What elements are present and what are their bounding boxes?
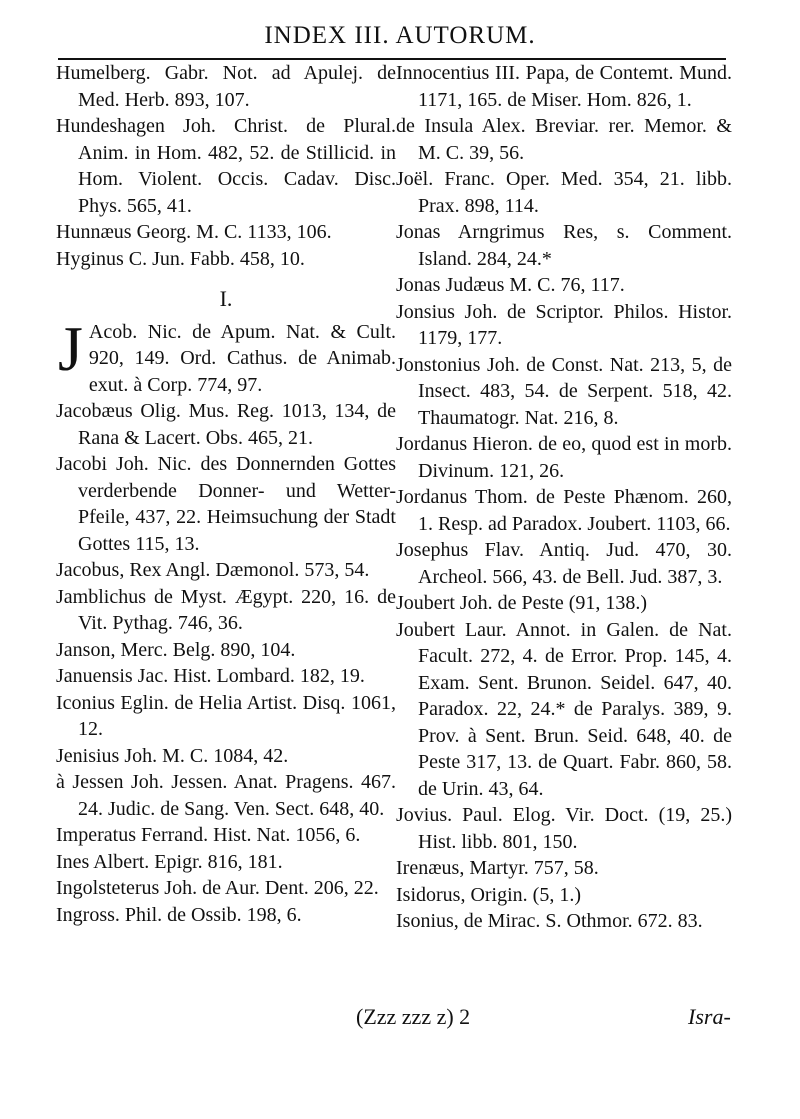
signature-mark: (Zzz zzz z) 2	[356, 1004, 471, 1029]
index-entry: Jacobus, Rex Angl. Dæmonol. 573, 54.	[56, 559, 370, 581]
index-entry: Januensis Jac. Hist. Lombard. 182, 19.	[56, 665, 365, 687]
entry-text: Acob. Nic. de Apum. Nat. & Cult. 920, 149. Ord. Cathus. de Animab. exut. à Corp. 774, 97.	[88, 320, 396, 396]
index-entry: Hunnæus Georg. M. C. 1133, 106.	[56, 221, 332, 243]
index-entry: Jonas Judæus M. C. 76, 117.	[396, 274, 625, 296]
index-entry: Jovius. Paul. Elog. Vir. Doct. (19, 25.) Hist. libb. 801, 150.	[396, 804, 732, 853]
index-entry: Imperatus Ferrand. Hist. Nat. 1056, 6.	[56, 824, 361, 846]
index-entry: Janson, Merc. Belg. 890, 104.	[56, 638, 296, 661]
page-header: INDEX III. AUTORUM.	[264, 22, 536, 49]
index-entry: Jamblichus de Myst. Ægypt. 220, 16. de Vit. Pythag. 746, 36.	[56, 585, 396, 634]
index-entry: Joubert Laur. Annot. in Galen. de Nat. Facult. 272, 4. de Error. Prop. 145, 4. Exam. Sent. Brunon. Seidel. 647, 40. Paradox. 22, 24.* de Paralys. 389, 9. Prov. à Sent. Brun. Seid. 648, 40. de Peste 317, 13. de Quart. Fabr. 860, 58. de Urin. 43, 64.	[396, 618, 732, 800]
index-entry: Josephus Flav. Antiq. Jud. 470, 30. Archeol. 566, 43. de Bell. Jud. 387, 3.	[396, 539, 732, 588]
index-entry: Ines Albert. Epigr. 816, 181.	[56, 850, 283, 873]
index-entry: Joubert Joh. de Peste (91, 138.)	[396, 592, 648, 614]
index-entry: à Jessen Joh. Jessen. Anat. Pragens. 467. 24. Judic. de Sang. Ven. Sect. 648, 40.	[56, 771, 396, 820]
index-entry: Ingross. Phil. de Ossib. 198, 6.	[56, 903, 302, 926]
catchword: Isra-	[688, 1004, 731, 1029]
index-entry: Jacobi Joh. Nic. des Donnernden Gottes verderbende Donner- und Wetter-Pfeile, 437, 22. Heimsuchung der Stadt Gottes 115, 13.	[56, 453, 396, 555]
drop-capital: J	[58, 312, 83, 384]
left-column	[56, 60, 396, 928]
index-entry: Jonas Arngrimus Res, s. Comment. Island. 284, 24.*	[396, 221, 732, 270]
index-entry: Ingolsteterus Joh. de Aur. Dent. 206, 22.	[56, 877, 379, 899]
index-entry: Jonsius Joh. de Scriptor. Philos. Histor. 1179, 177.	[396, 300, 732, 349]
index-entry: Jenisius Joh. M. C. 1084, 42.	[56, 744, 289, 767]
section-heading: I.	[219, 286, 233, 311]
right-column	[396, 60, 732, 935]
index-entry: Jordanus Hieron. de eo, quod est in morb. Divinum. 121, 26.	[396, 433, 732, 482]
index-entry: Jacobæus Olig. Mus. Reg. 1013, 134, de Rana & Lacert. Obs. 465, 21.	[56, 400, 396, 449]
index-entry: Jonstonius Joh. de Const. Nat. 213, 5, de Insect. 483, 54. de Serpent. 518, 42. Thaumatogr. Nat. 216, 8.	[396, 353, 732, 429]
index-entry: Isidorus, Origin. (5, 1.)	[396, 883, 581, 906]
index-entry: Joël. Franc. Oper. Med. 354, 21. libb. Prax. 898, 114.	[396, 168, 732, 217]
index-entry: Irenæus, Martyr. 757, 58.	[396, 857, 599, 879]
index-entry: Hyginus C. Jun. Fabb. 458, 10.	[56, 247, 305, 270]
index-entry: Hundeshagen Joh. Christ. de Plural. Anim. in Hom. 482, 52. de Stillicid. in Hom. Violent. Occis. Cadav. Disc. Phys. 565, 41.	[56, 115, 396, 217]
index-entry: Humelberg. Gabr. Not. ad Apulej. de Med. Herb. 893, 107.	[56, 62, 396, 111]
index-entry: Jordanus Thom. de Peste Phænom. 260, 1. Resp. ad Paradox. Joubert. 1103, 66.	[396, 486, 732, 535]
index-entry	[56, 312, 396, 399]
index-entry: Innocentius III. Papa, de Contemt. Mund. 1171, 165. de Miser. Hom. 826, 1.	[396, 62, 732, 111]
index-entry: Iconius Eglin. de Helia Artist. Disq. 1061, 12.	[56, 691, 396, 740]
index-entry: Isonius, de Mirac. S. Othmor. 672. 83.	[396, 910, 703, 932]
index-entry: de Insula Alex. Breviar. rer. Memor. & M. C. 39, 56.	[396, 115, 732, 164]
